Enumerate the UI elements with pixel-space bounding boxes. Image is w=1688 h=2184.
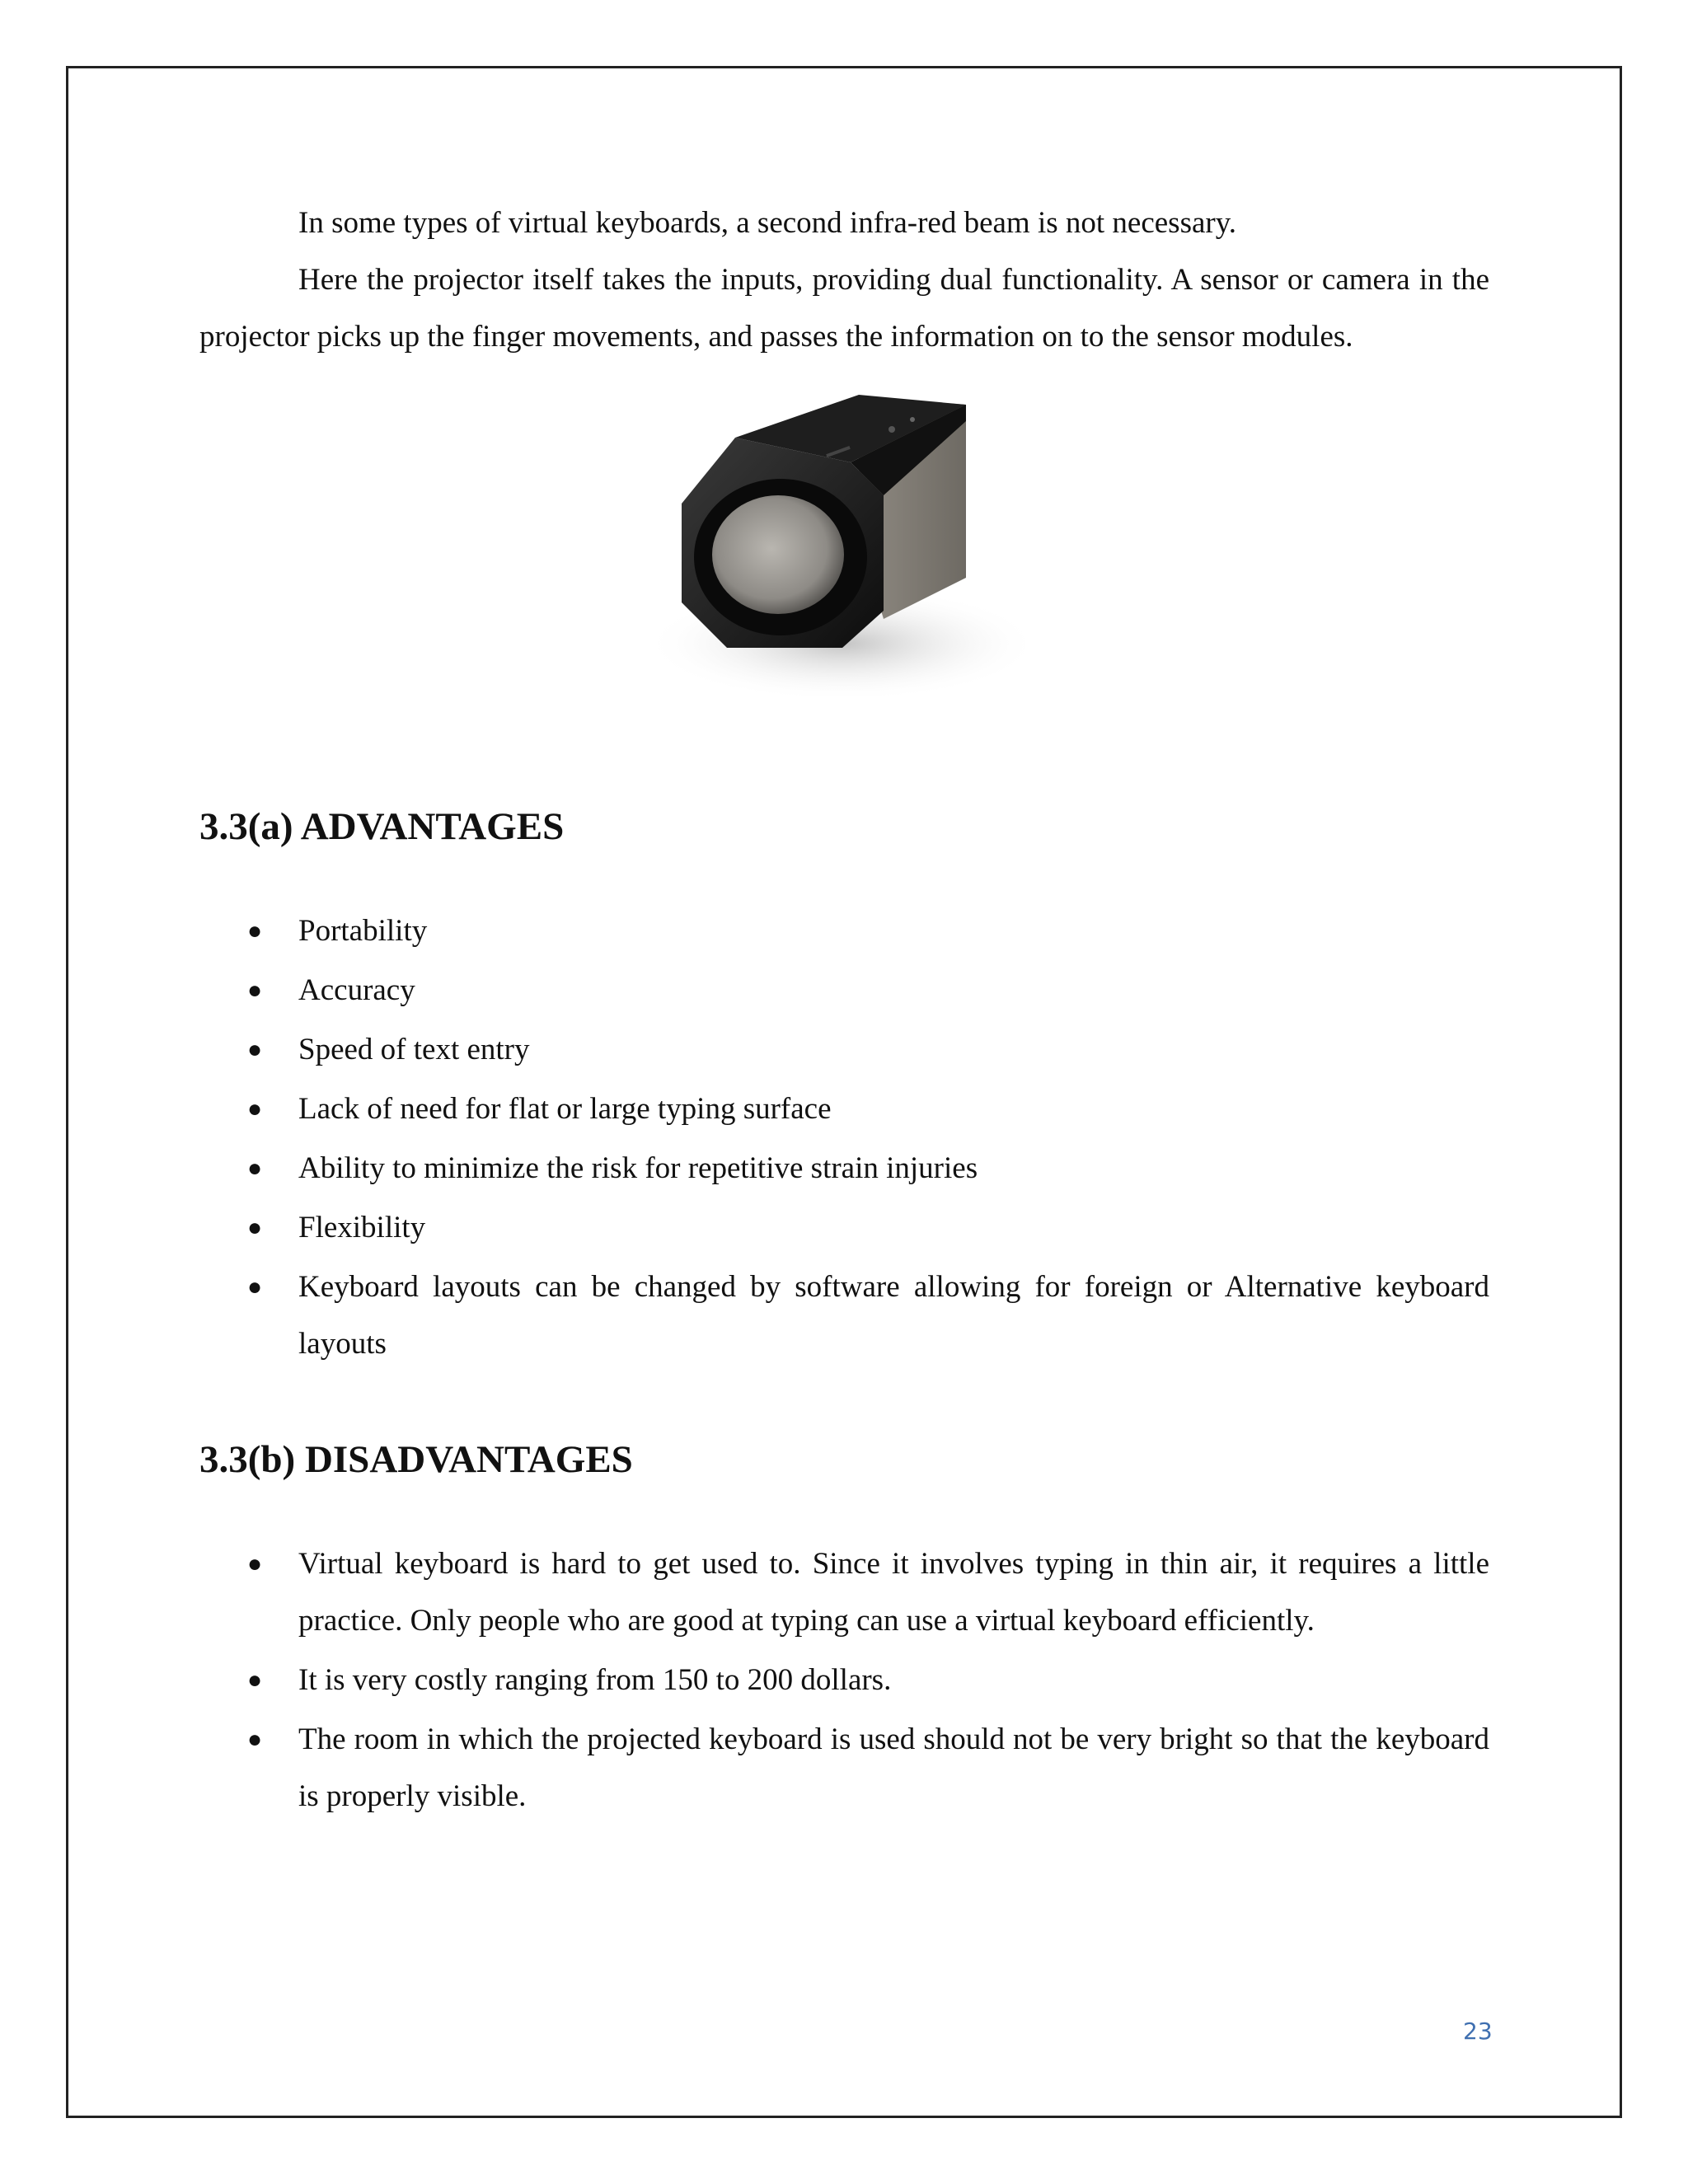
list-item <box>199 1535 1489 1649</box>
advantage-text: Lack of need for flat or large typing surface <box>298 1092 832 1126</box>
disadvantages-list <box>199 1535 1489 1825</box>
list-item <box>199 1199 1489 1256</box>
bullet-icon: ● <box>247 1036 263 1063</box>
advantage-text: Ability to minimize the risk for repetitive strain injuries <box>298 1151 978 1185</box>
list-item <box>199 962 1489 1019</box>
page-content <box>199 194 1489 1827</box>
bullet-icon: ● <box>247 917 263 944</box>
advantages-heading: 3.3(a) ADVANTAGES <box>199 805 565 848</box>
list-item <box>199 1652 1489 1708</box>
advantage-text: Portability <box>298 914 428 948</box>
bullet-icon: ● <box>247 977 263 1004</box>
bullet-icon: ● <box>247 1214 263 1241</box>
bullet-icon: ● <box>247 1273 263 1301</box>
advantage-text: Flexibility <box>298 1211 426 1244</box>
bullet-icon: ● <box>247 1550 263 1577</box>
disadvantages-heading: 3.3(b) DISADVANTAGES <box>199 1438 633 1481</box>
list-item <box>199 1080 1489 1137</box>
camera-sensor-image <box>636 372 1065 710</box>
disadvantage-text: It is very costly ranging from 150 to 200 dollars. <box>298 1663 892 1697</box>
bullet-icon: ● <box>247 1095 263 1122</box>
advantage-text: Keyboard layouts can be changed by software allowing for foreign or Alternative keyboard layouts <box>298 1270 1489 1361</box>
advantage-text: Accuracy <box>298 973 415 1007</box>
camera-figure <box>199 372 1489 710</box>
intro-paragraph-1: In some types of virtual keyboards, a second infra-red beam is not necessary. <box>298 206 1237 240</box>
intro-paragraph-2: Here the projector itself takes the inputs, providing dual functionality. A sensor or camera in the projector picks up the finger movements, and passes the information on to the sensor modules. <box>199 263 1489 354</box>
disadvantage-text: The room in which the projected keyboard is used should not be very bright so that the keyboard is properly visible. <box>298 1722 1489 1813</box>
list-item <box>199 1258 1489 1372</box>
bullet-icon: ● <box>247 1155 263 1182</box>
list-item <box>199 902 1489 959</box>
page-number: 23 <box>1463 2018 1493 2045</box>
list-item <box>199 1711 1489 1825</box>
list-item <box>199 1021 1489 1078</box>
list-item <box>199 1140 1489 1197</box>
advantages-list <box>199 902 1489 1372</box>
bullet-icon: ● <box>247 1666 263 1694</box>
bullet-icon: ● <box>247 1726 263 1753</box>
advantage-text: Speed of text entry <box>298 1033 530 1066</box>
disadvantage-text: Virtual keyboard is hard to get used to. Since it involves typing in thin air, it requires a little practice. Only people who are good at typing can use a virtual keyboard efficiently. <box>298 1547 1489 1638</box>
